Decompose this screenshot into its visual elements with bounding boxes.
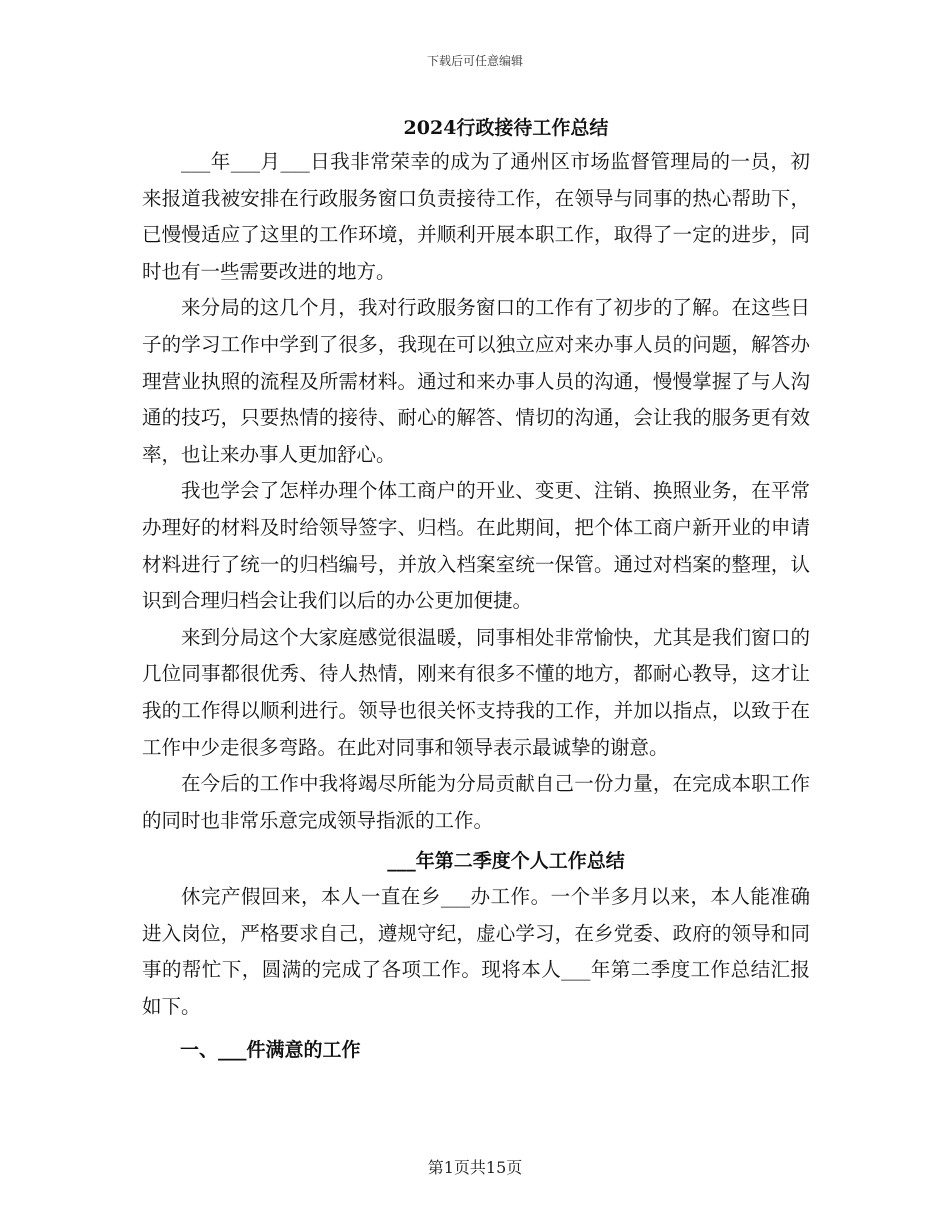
document-title: 2024行政接待工作总结: [403, 117, 609, 139]
document-body: [142, 112, 810, 1068]
paragraph: ___年___月___日我非常荣幸的成为了通州区市场监督管理局的一员，初来报道我被安排在行政服务窗口负责接待工作，在领导与同事的热心帮助下，已慢慢适应了这里的工作环境，并顺利开展本职工作，取得了一定的进步，同时也有一些需要改进的地方。: [142, 150, 810, 283]
section-subheading: 一、___件满意的工作: [180, 1038, 361, 1061]
paragraph: 在今后的工作中我将竭尽所能为分局贡献自己一份力量，在完成本职工作的同时也非常乐意完成领导指派的工作。: [142, 772, 810, 832]
paragraph: 来到分局这个大家庭感觉很温暖，同事相处非常愉快，尤其是我们窗口的几位同事都很优秀、待人热情，刚来有很多不懂的地方，都耐心教导，这才让我的工作得以顺利进行。领导也很关怀支持我的工作，并加以指点，以致于在工作中少走很多弯路。在此对同事和领导表示最诚挚的谢意。: [142, 625, 810, 759]
section-title: ___年第二季度个人工作总结: [387, 850, 625, 873]
page-header: 下载后可任意编辑: [426, 54, 523, 68]
paragraph: 我也学会了怎样办理个体工商户的开业、变更、注销、换照业务，在平常办理好的材料及时给领导签字、归档。在此期间，把个体工商户新开业的申请材料进行了统一的归档编号，并放入档案室统一保管。通过对档案的整理，认识到合理归档会让我们以后的办公更加便捷。: [142, 479, 810, 613]
paragraph: 休完产假回来，本人一直在乡___办工作。一个半多月以来，本人能准确进入岗位，严格要求自己，遵规守纪，虚心学习，在乡党委、政府的领导和同事的帮忙下，圆满的完成了各项工作。现将本人___年第二季度工作总结汇报如下。: [142, 885, 810, 1019]
page-number: 第1页共15页: [427, 1158, 523, 1177]
paragraph: 来分局的这几个月，我对行政服务窗口的工作有了初步的了解。在这些日子的学习工作中学到了很多，我现在可以独立应对来办事人员的问题，解答办理营业执照的流程及所需材料。通过和来办事人员的沟通，慢慢掌握了与人沟通的技巧，只要热情的接待、耐心的解答、情切的沟通，会让我的服务更有效率，也让来办事人更加舒心。: [142, 296, 810, 466]
